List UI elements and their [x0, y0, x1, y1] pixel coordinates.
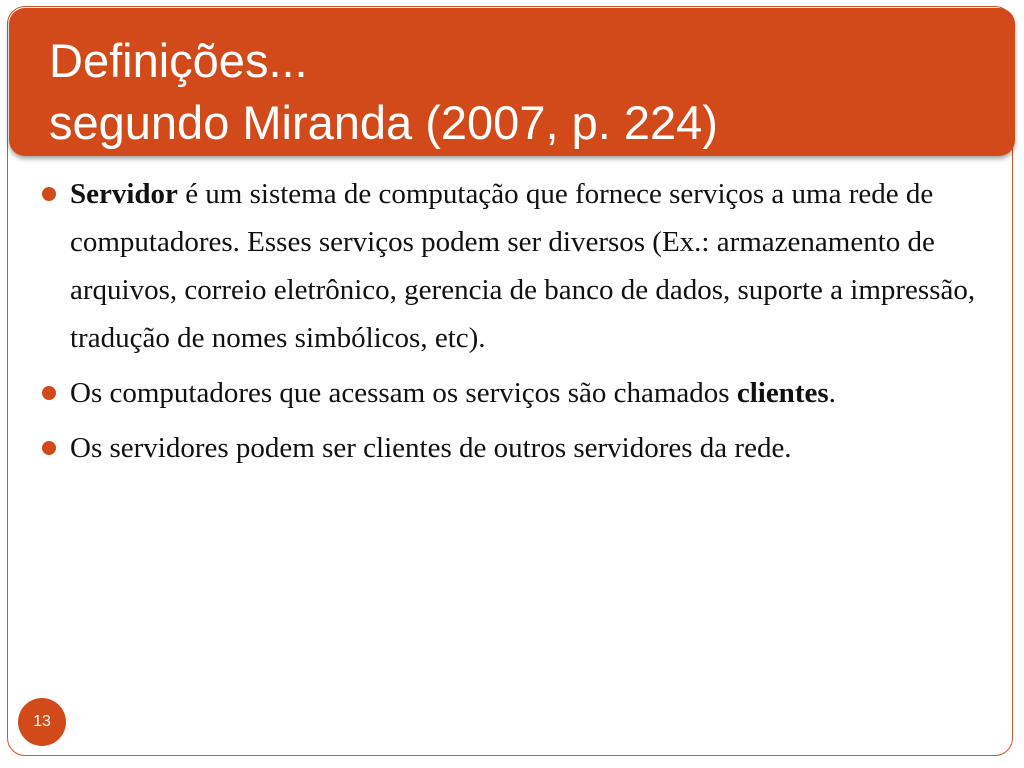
slide-number: 13 — [33, 713, 51, 730]
title-line-2: segundo Miranda (2007, p. 224) — [49, 96, 718, 149]
slide-title — [49, 30, 718, 154]
term-clientes: clientes — [736, 377, 829, 409]
bullet-dot-icon — [42, 187, 56, 201]
bullet-item-servidor — [40, 170, 980, 362]
term-servidor: Servidor — [70, 178, 178, 210]
bullet-dot-icon — [42, 386, 56, 400]
bullet-text-end: . — [828, 377, 836, 409]
bullet-text: Os servidores podem ser clientes de outros servidores da rede. — [70, 432, 792, 464]
bullet-list — [40, 170, 980, 479]
slide-number-badge — [18, 698, 66, 746]
bullet-item-servidores — [40, 424, 980, 472]
title-bar — [9, 8, 1015, 156]
bullet-dot-icon — [42, 441, 56, 455]
title-line-1: Definições... — [49, 34, 308, 87]
bullet-text: é um sistema de computação que fornece serviços a uma rede de computadores. Esses serviços podem ser diversos (Ex.: armazenamento de arquivos, correio eletrônico, gerencia de banco de dados, suporte a impressão, tradução de nomes simbólicos, etc). — [70, 178, 976, 354]
bullet-text: Os computadores que acessam os serviços são chamados — [70, 377, 737, 409]
bullet-item-clientes — [40, 369, 980, 417]
